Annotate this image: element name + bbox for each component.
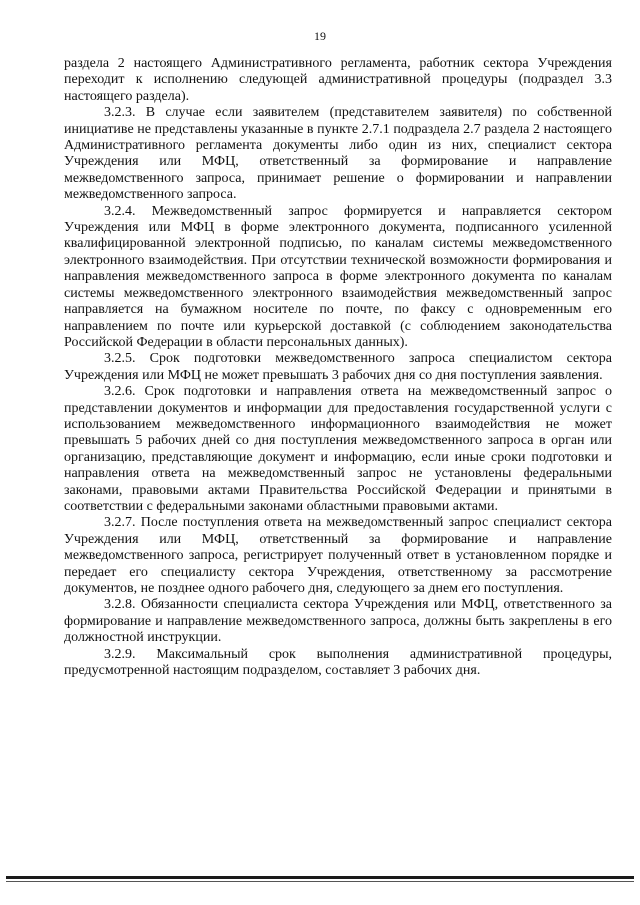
paragraph-3-2-4: 3.2.4. Межведомственный запрос формируется и направляется сектором Учреждения или МФЦ в форме электронного документа, подписанного усиленной квалифицированной электронной подписью, по каналам системы межведомственного электронного взаимодействия. При отсутствии технической возможности формирования и направления межведомственного запроса в форме электронного документа по каналам системы межведомственного электронного взаимодействия межведомственный запрос направляется на бумажном носителе по почте, по факсу с одновременным его направлением по почте или курьерской доставкой (с соблюдением законодательства Российской Федерации в области персональных данных).: [64, 203, 612, 350]
paragraph-3-2-3: 3.2.3. В случае если заявителем (представителем заявителя) по собственной инициативе не представлены указанные в пункте 2.7.1 подраздела 2.7 раздела 2 настоящего Административного регламента документы либо один из них, специалист сектора Учреждения или МФЦ, ответственный за формирование и направление межведомственного запроса, принимает решение о формировании и направлении межведомственного запроса.: [64, 105, 612, 203]
paragraph-3-2-5: 3.2.5. Срок подготовки межведомственного запроса специалистом сектора Учреждения или МФЦ не может превышать 3 рабочих дня со дня поступления заявления.: [64, 351, 612, 383]
paragraph-3-2-7: 3.2.7. После поступления ответа на межведомственный запрос специалист сектора Учреждения или МФЦ, ответственный за формирование и направление межведомственного запроса, регистрирует полученный ответ в установленном порядке и передает его специалисту сектора Учреждения, ответственному за рассмотрение документов, не позднее одного рабочего дня, следующего за днем его поступления.: [64, 515, 612, 596]
paragraph-3-2-6: 3.2.6. Срок подготовки и направления ответа на межведомственный запрос о представлении документов и информации для предоставления государственной услуги с использованием межведомственного информационного взаимодействия не может превышать 5 рабочих дней со дня поступления межведомственного запроса в орган или организацию, представляющие документ и информацию, если иные сроки подготовки и направления ответа на межведомственный запрос не установлены федеральными законами, правовыми актами Правительства Российской Федерации и принятыми в соответствии с федеральными законами областными правовыми актами.: [64, 384, 612, 514]
page-number: 19: [314, 29, 326, 43]
document-body: [64, 56, 612, 679]
paragraph-3-2-9: 3.2.9. Максимальный срок выполнения административной процедуры, предусмотренной настоящим подразделом, составляет 3 рабочих дня.: [64, 646, 612, 679]
scan-edge-line: [6, 876, 634, 879]
scan-edge-line-thin: [6, 881, 634, 882]
paragraph-3-2-8: 3.2.8. Обязанности специалиста сектора Учреждения или МФЦ, ответственного за формирование и направление межведомственного запроса, должны быть закреплены в его должностной инструкции.: [64, 597, 612, 646]
paragraph-continuation: раздела 2 настоящего Административного регламента, работник сектора Учреждения переходит к исполнению следующей административной процедуры (подраздел 3.3 настоящего раздела).: [64, 56, 612, 104]
